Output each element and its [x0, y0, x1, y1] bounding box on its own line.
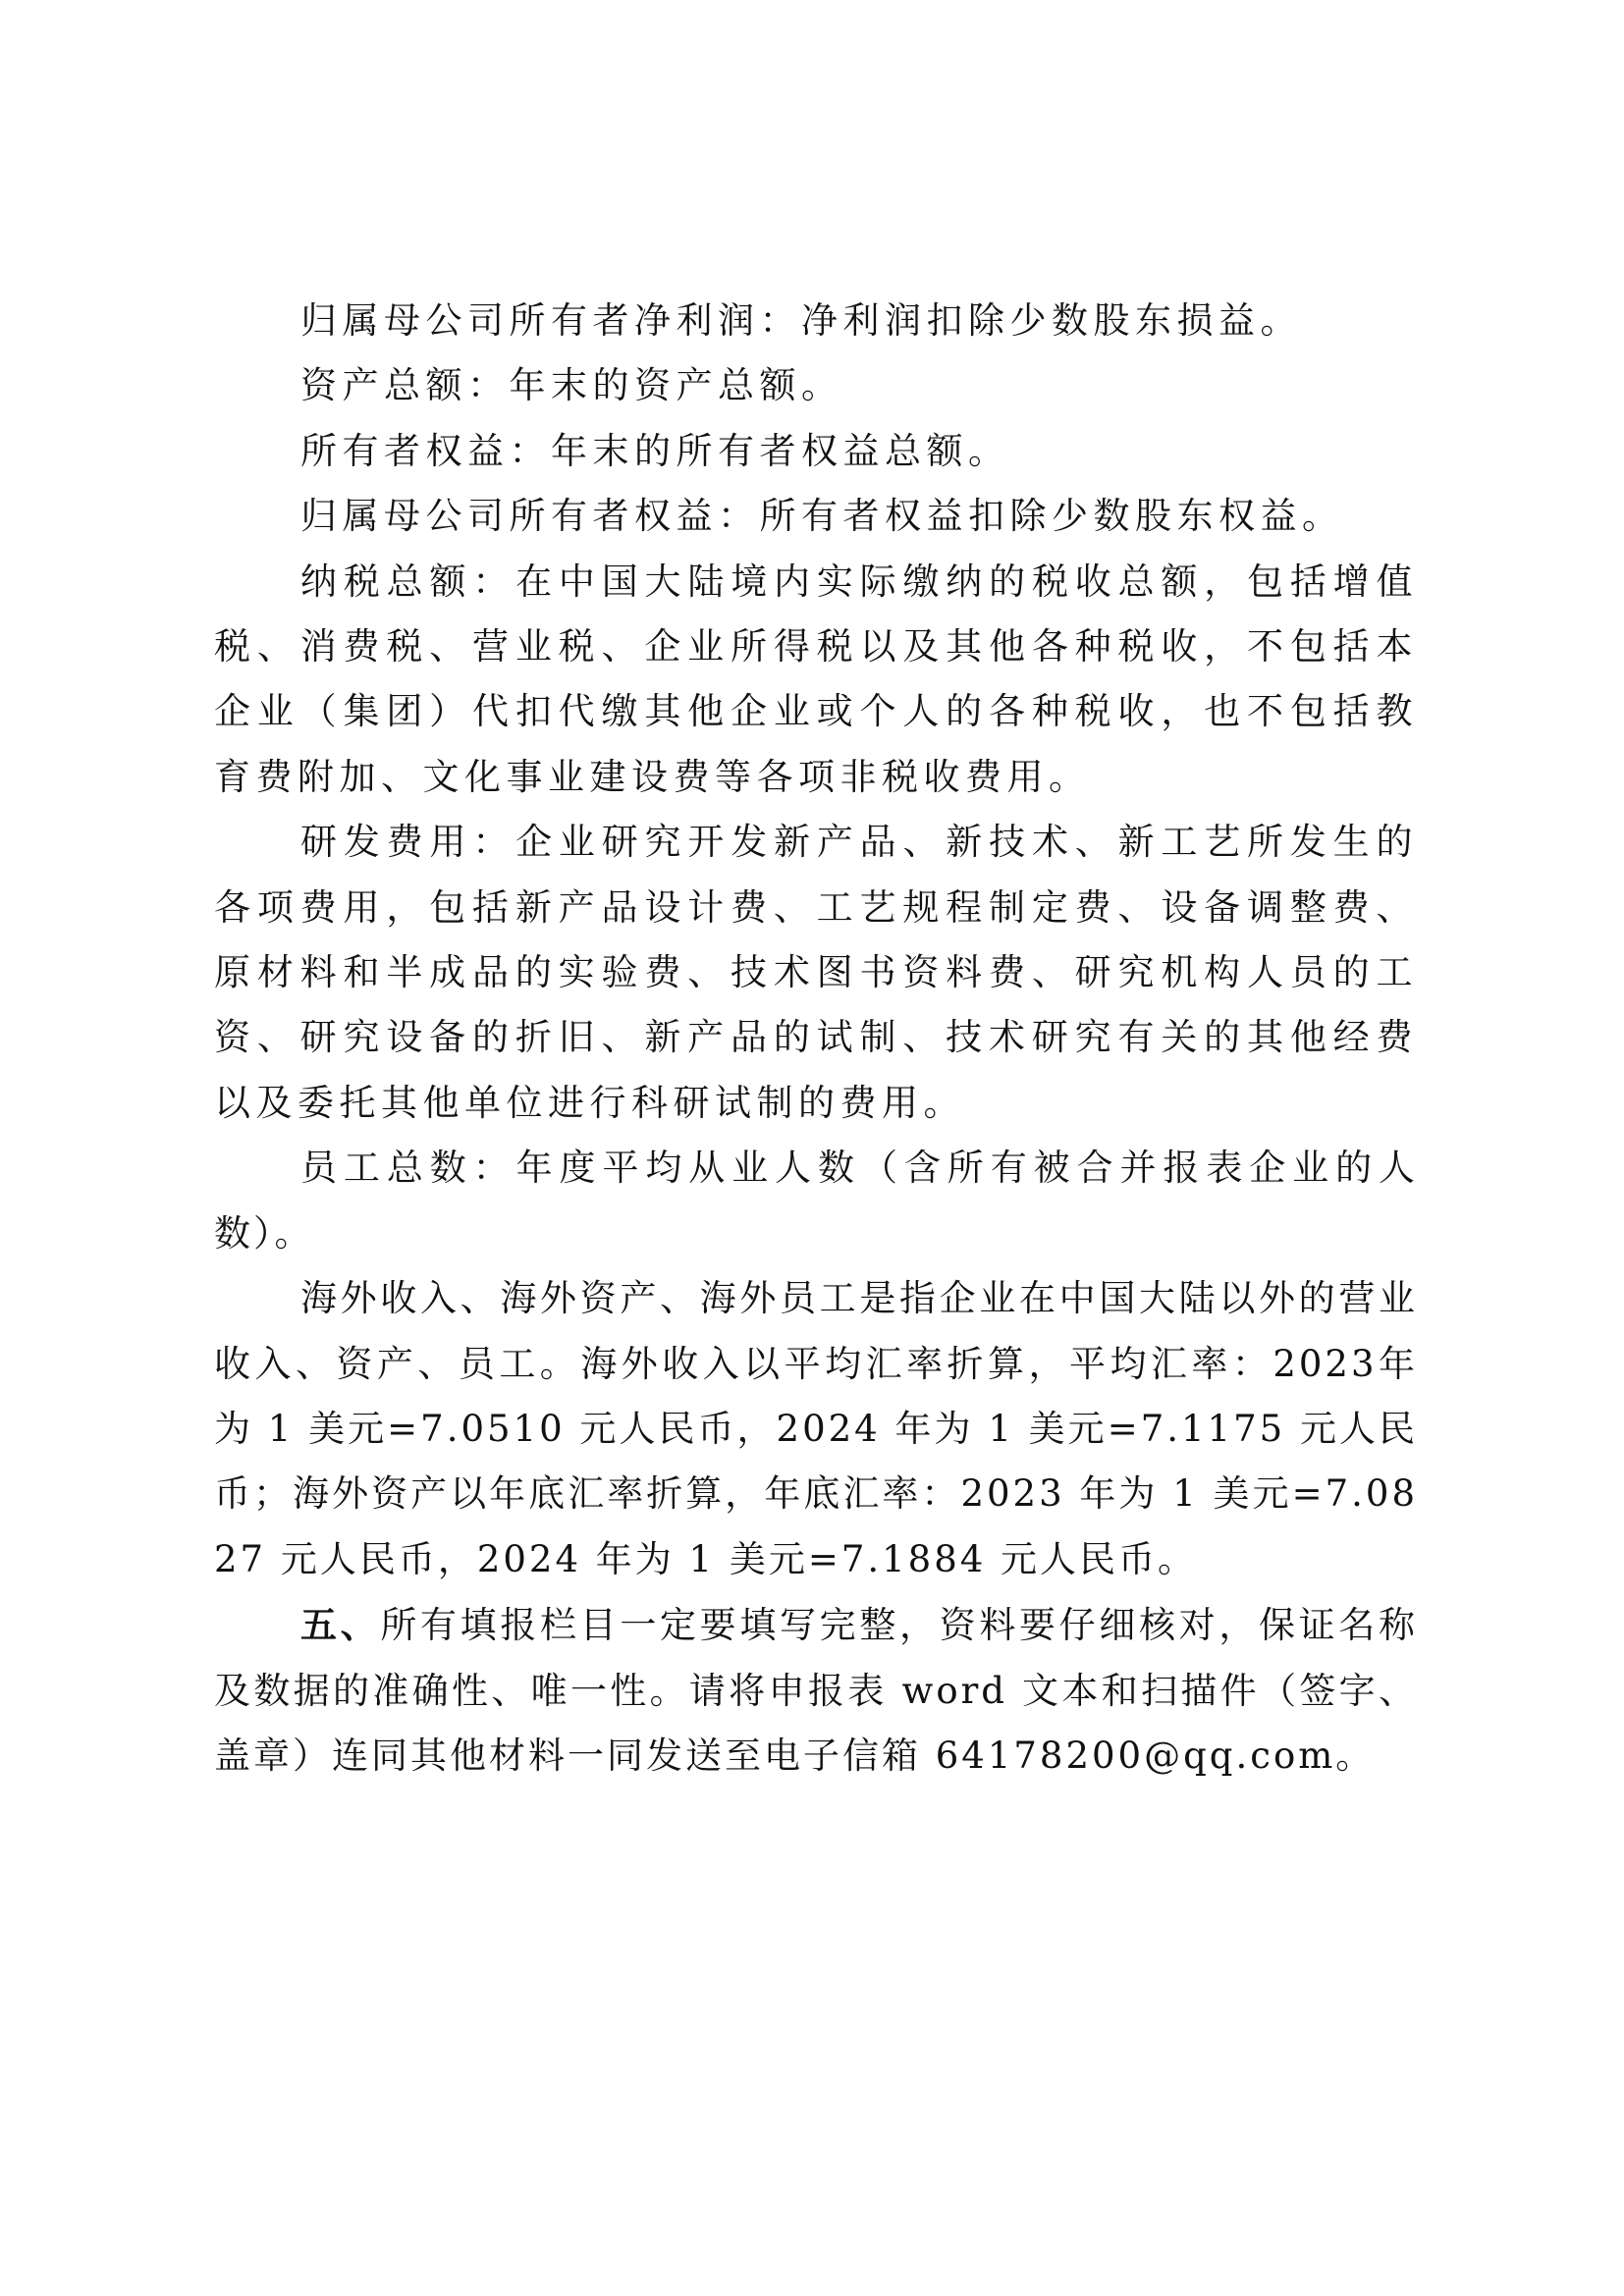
- paragraph-total-assets: 资产总额：年末的资产总额。: [300, 364, 843, 407]
- paragraph-owner-equity-parent: 归属母公司所有者权益：所有者权益扣除少数股东权益。: [300, 495, 1344, 538]
- paragraph-total-employees: 员工总数：年度平均从业人数（含所有被合并报表企业的人数）。: [214, 1147, 1418, 1255]
- paragraph-filing-instructions: [214, 1592, 1418, 1789]
- paragraph-net-profit-parent: 归属母公司所有者净利润：净利润扣除少数股东损益。: [300, 299, 1302, 342]
- paragraph-owner-equity: 所有者权益：年末的所有者权益总额。: [300, 429, 1010, 472]
- paragraph-total-tax: 纳税总额：在中国大陆境内实际缴纳的税收总额，包括增值税、消费税、营业税、企业所得税以及其他各种税收，不包括本企业（集团）代扣代缴其他企业或个人的各种税收，也不包括教育费附加、文化事业建设费等各项非税收费用。: [214, 560, 1418, 798]
- paragraph-rd-expense: 研发费用：企业研究开发新产品、新技术、新工艺所发生的各项费用，包括新产品设计费、工艺规程制定费、设备调整费、原材料和半成品的实验费、技术图书资料费、研究机构人员的工资、研究设备的折旧、新产品的试制、技术研究有关的其他经费以及委托其他单位进行科研试制的费用。: [214, 821, 1418, 1124]
- filing-instructions-text: 所有填报栏目一定要填写完整，资料要仔细核对，保证名称及数据的准确性、唯一性。请将申报表 word 文本和扫描件（签字、盖章）连同其他材料一同发送至电子信箱 64178200@qq.com。: [214, 1604, 1419, 1777]
- paragraph-overseas: 海外收入、海外资产、海外员工是指企业在中国大陆以外的营业收入、资产、员工。海外收入以平均汇率折算，平均汇率：2023年为 1 美元=7.0510 元人民币，2024 年为 1 美元=7.1175 元人民币；海外资产以年底汇率折算，年底汇率：2023 年为 1 美元=7.0827 元人民币，2024 年为 1 美元=7.1884 元人民币。: [214, 1277, 1418, 1580]
- section-number: 五、: [300, 1603, 381, 1647]
- document-body: [214, 289, 1418, 1789]
